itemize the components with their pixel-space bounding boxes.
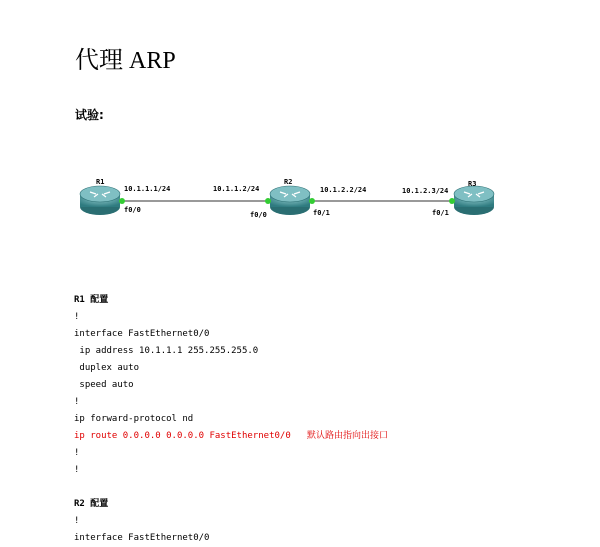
config-block [74,292,574,547]
config-line-route-highlight: ip route 0.0.0.0 0.0.0.0 FastEthernet0/0 默认路由指向出接口 [74,431,388,441]
spacer [74,479,574,496]
port-dot-r2-f01 [309,198,315,204]
config-line: ! [74,448,80,458]
section-heading: 试验: [75,108,104,122]
r1-config-heading: R1 配置 [74,295,109,305]
router-r1-label: R1 [96,178,105,186]
port-label-r2-right: f0/1 [313,209,330,217]
router-r1[interactable] [80,186,120,215]
config-line: interface FastEthernet0/0 [74,533,210,543]
page-title: 代理 ARP [75,48,176,74]
config-line: interface FastEthernet0/0 [74,329,210,339]
ip-label-r2-right: 10.1.2.2/24 [320,186,367,194]
config-line: ip address 10.1.1.1 255.255.255.0 [74,346,259,356]
ip-label-r3: 10.1.2.3/24 [402,187,449,195]
ip-label-r1: 10.1.1.1/24 [124,185,171,193]
config-line: ! [74,516,80,526]
r2-config-heading: R2 配置 [74,499,109,509]
port-label-r2-left: f0/0 [250,211,267,219]
router-r2[interactable] [270,186,310,215]
router-r3[interactable] [454,186,494,215]
ip-label-r2-left: 10.1.1.2/24 [213,185,260,193]
port-label-r3: f0/1 [432,209,449,217]
router-r3-label: R3 [468,180,477,188]
config-line: ! [74,312,80,322]
topology-diagram [0,170,600,240]
config-line: ! [74,465,80,475]
port-dot-r1-f00 [119,198,125,204]
router-r2-label: R2 [284,178,293,186]
config-line: ip forward-protocol nd [74,414,194,424]
config-line: ! [74,397,80,407]
port-label-r1: f0/0 [124,206,141,214]
config-line: duplex auto [74,363,140,373]
port-dot-r3-f01 [449,198,455,204]
port-dot-r2-f00 [265,198,271,204]
config-line: speed auto [74,380,134,390]
